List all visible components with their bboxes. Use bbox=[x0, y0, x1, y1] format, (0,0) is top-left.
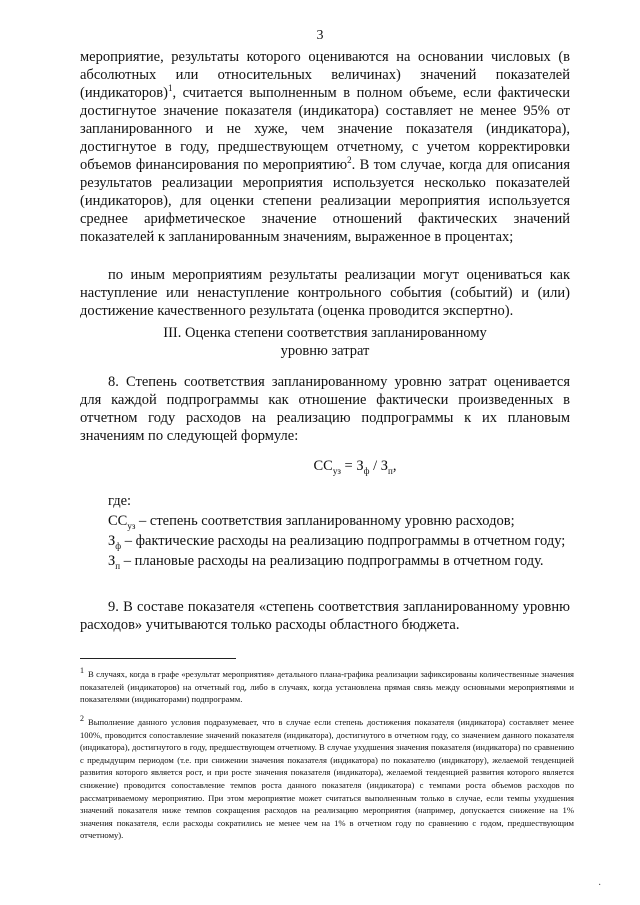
footnote-2-mark: 2 bbox=[80, 714, 84, 724]
measure-paragraph bbox=[80, 48, 570, 246]
section-heading-line-2: уровню затрат bbox=[280, 343, 370, 359]
page-number: 3 bbox=[316, 28, 324, 43]
footnote-separator bbox=[80, 658, 236, 659]
definitions-block bbox=[80, 492, 570, 570]
scan-speck: · bbox=[598, 880, 602, 891]
footnote-1-text: В случаях, когда в графе «результат мероприятия» детального плана-графика реализации зафиксированы количественные значения показателей (индикаторов) на отчетный год, либо в случаях, когда установлена прямая связь между основными мероприятиями и показателями (индикаторами) подпрограмм. bbox=[80, 669, 574, 705]
footnote-ref-2: 2 bbox=[347, 155, 352, 166]
formula-block bbox=[80, 457, 570, 475]
footnote-1 bbox=[80, 668, 574, 706]
definition-zp: $З_п$ – плановые расходы на реализацию подпрограммы в отчетном году. bbox=[108, 553, 544, 571]
other-measures-paragraph: по иным мероприятиям результаты реализации могут оцениваться как наступление или ненаступление контрольного события (событий) и (или) достижение качественного результата (оценка проводится экспертно). bbox=[80, 267, 570, 319]
measure-text-2: , считается выполненным в полном объеме, если фактически достигнутое значение показателя (индикатора) составляет не менее 95% от запланированного и не хуже, чем значение показателя (индикатора), достигнутое в году, предшествующем отчетному, с учетом корректировки объемов финансирования по мероприятию bbox=[80, 85, 570, 173]
where-label: где: bbox=[108, 493, 132, 509]
footnote-ref-1: 1 bbox=[167, 83, 173, 94]
footnote-2-text: Выполнение данного условия подразумевает, что в случае если степень достижения показателя (индикатора) составляет менее 100%, проводится сопоставление значений показателя (индикатора), достигнутого в отчетном году, со значением данного показателя (индикатора), достигнутого в году, предшествующем отчетному. В случае ухудшения значения показателя (индикатора) по сравнению с предыдущим периодом (т.е. при снижении значения показателя (индикатора) по показателю (индикатору), желаемой тенденцией развития которого является рост, и при росте значения показателя (индикатора), желаемой тенденцией развития которого является снижение) проводится сопоставление темпов роста данного показателя (индикатора) с темпами роста объемов расходов по рассматриваемому мероприятию. При этом мероприятие может считаться выполненным только в случае, если темпы ухудшения значений показателя ниже темпов сокращения расходов на реализацию мероприятия (например, допускается снижение на 1% значения показателя, если расходы сократились не менее чем на 1% в отчетном году по сравнению с годом, предшествующим отчетному). bbox=[80, 717, 574, 841]
body-paragraph-1 bbox=[80, 48, 570, 246]
definition-zf: $З_ф$ – фактические расходы на реализацию подпрограммы в отчетном году; bbox=[108, 533, 566, 551]
item-9-paragraph: 9. В составе показателя «степень соответствия запланированному уровню расходов» учитываются только расходы областного бюджета. bbox=[80, 599, 570, 633]
footnote-2 bbox=[80, 716, 574, 842]
definition-ss: $СС_{уз}$ – степень соответствия запланированному уровню расходов; bbox=[108, 513, 515, 531]
body-paragraph-2 bbox=[80, 266, 570, 320]
measure-text-3: . В том случае, когда для описания результатов реализации мероприятия используется несколько показателей (индикаторов), для оценки степени реализации мероприятия используется среднее арифметическое значение отношений фактических значений показателей к запланированным значениям, выраженное в процентах; bbox=[80, 157, 570, 245]
formula: $СС_{уз} = З_ф / З_п$, bbox=[313, 458, 397, 476]
section-heading bbox=[80, 324, 570, 360]
section-heading-line-1: III. Оценка степени соответствия запланированному bbox=[163, 325, 487, 341]
body-paragraph-8 bbox=[80, 373, 570, 445]
body-paragraph-9 bbox=[80, 598, 570, 634]
measure-text-1: мероприятие, результаты которого оцениваются на основании числовых (в абсолютных или относительных величинах) значений показателей (индикаторов) bbox=[80, 49, 570, 101]
footnote-1-mark: 1 bbox=[80, 666, 84, 676]
item-8-paragraph: 8. Степень соответствия запланированному уровню затрат оценивается для каждой подпрограммы как отношение фактически произведенных в отчетном году расходов на реализацию подпрограммы к их плановым значениям по следующей формуле: bbox=[80, 374, 570, 444]
